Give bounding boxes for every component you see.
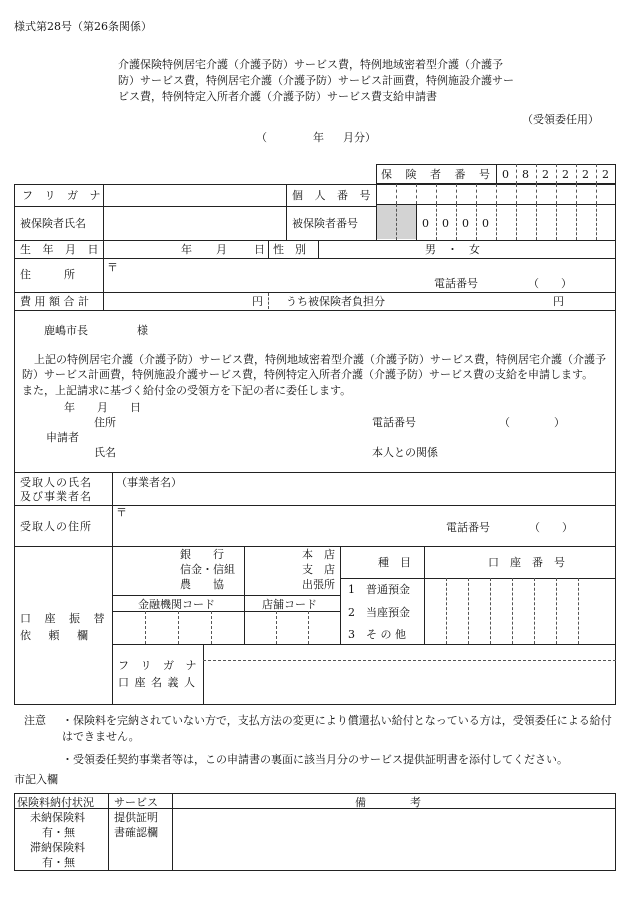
main-form: [14, 184, 616, 705]
bank-label-2: 依 頼 欄: [20, 629, 95, 642]
recipient-phone-paren: （ ）: [529, 521, 573, 534]
bank-shucchojo: 出張所: [302, 578, 335, 591]
personal-number-label: 個 人 番 号: [292, 189, 375, 202]
recipient-phone-label: 電話番号: [446, 521, 490, 534]
birth-month: 月: [216, 243, 227, 256]
recipient-name-label: 受取人の氏名: [20, 476, 92, 489]
declaration-text: 上記の特例居宅介護（介護予防）サービス費，特例地域密着型介護（介護予防）サービス費，特例居宅介護（介護予防）サービス計画費，特例施設介護サービス費，特例特定入所者介護（介護予防）サービス費の支給を申請します。: [22, 353, 606, 381]
note-item: ・保険料を完納されていない方で，支払方法の変更により償還払い給付となっている方は，受領委任による給付はできません。: [62, 714, 612, 743]
period-month: 月分）: [343, 131, 376, 144]
form-number: 様式第28号（第26条関係）: [14, 20, 152, 33]
applicant-address-label: 住所: [94, 416, 116, 429]
kind-option: 1 普通預金: [348, 583, 410, 596]
unpaid-label: 未納保険料: [30, 811, 85, 824]
form-title: 介護保険特例居宅介護（介護予防）サービス費，特例地域密着型介護（介護予防）サービス費，特例居宅介護（介護予防）サービス計画費，特例施設介護サービス費，特例特定入所者介護（介護予防）サービス費支給申請書: [118, 58, 514, 103]
bank-nokyo: 農 協: [180, 578, 224, 591]
sex-label: 性 別: [273, 243, 306, 256]
arrears-yes-no: 有・無: [42, 856, 75, 869]
arrears-label: 滞納保険料: [30, 841, 85, 854]
cost-total-label: 費 用 額 合 計: [20, 295, 89, 308]
unpaid-yes-no: 有・無: [42, 826, 75, 839]
period-open: （: [256, 131, 267, 144]
kind-option: 3 そ の 他: [348, 628, 406, 641]
notes-label: 注意: [24, 714, 46, 727]
certificate-label-2: 書確認欄: [114, 826, 158, 839]
kind-label: 種 目: [378, 556, 411, 569]
remarks-label: 備 考: [355, 796, 421, 809]
insured-digit: 0: [422, 217, 429, 230]
declaration-delegation: また，上記請求に基づく給付金の受領方を下記の者に委任します。: [22, 384, 352, 397]
furigana-label: フ リ ガ ナ: [22, 189, 105, 202]
recipient-business-label: 及び事業者名: [20, 490, 92, 503]
bank-honten: 本 店: [302, 548, 335, 561]
insured-digit: 0: [442, 217, 449, 230]
insured-number-label: 被保険者番号: [292, 217, 358, 230]
insurer-digit: 0: [502, 168, 509, 181]
business-name-label: （事業者名）: [116, 476, 182, 489]
applicant-name-label: 氏名: [94, 446, 116, 459]
birth-label: 生 年 月 日: [20, 243, 103, 256]
note-item: ・受領委任契約事業者等は，この申請書の裏面に該当月分のサービス提供証明書を添付してください。: [62, 753, 568, 766]
bank-label-1: 口 座 振 替: [20, 612, 110, 625]
birth-day: 日: [254, 243, 265, 256]
certificate-label-1: 提供証明: [114, 811, 158, 824]
insurer-digit: 8: [522, 168, 529, 181]
applicant-date: 年 月 日: [64, 401, 141, 414]
institution-code-label: 金融機関コード: [138, 598, 215, 611]
holder-furigana-label: フ リ ガ ナ: [118, 659, 201, 672]
recipient-address-label: 受取人の住所: [20, 520, 92, 533]
burden-yen: 円: [553, 295, 564, 308]
address-phone-label: 電話番号: [434, 277, 478, 290]
city-use-label: 市記入欄: [14, 773, 58, 786]
bank-shinkin: 信金・信組: [180, 563, 235, 576]
postal-mark: 〒: [107, 261, 118, 274]
recipient-postal-mark: 〒: [116, 506, 127, 519]
bank-bank: 銀 行: [180, 548, 224, 561]
insured-digit: 0: [482, 217, 489, 230]
insurer-number-label: 保 険 者 番 号: [381, 168, 495, 181]
bank-shiten: 支 店: [302, 563, 335, 576]
insurer-digit: 2: [562, 168, 569, 181]
branch-code-label: 店舗コード: [262, 598, 317, 611]
burden-label: うち被保険者負担分: [286, 295, 385, 308]
period-year: 年: [313, 131, 324, 144]
insured-digit: 0: [462, 217, 469, 230]
holder-name-label: 口 座 名 義 人: [118, 676, 196, 689]
address-phone-paren: （ ）: [528, 277, 572, 290]
account-number-label: 口 座 番 号: [488, 556, 565, 569]
payment-status-label: 保険料納付状況: [17, 796, 94, 809]
birth-year: 年: [181, 243, 192, 256]
service-label: サービス: [114, 796, 158, 809]
applicant-phone-paren: （ ）: [499, 416, 565, 429]
insured-name-label: 被保険者氏名: [20, 217, 86, 230]
city-use-table: [14, 793, 616, 871]
addressee-mayor: 鹿嶋市長: [44, 324, 88, 337]
insurer-digit: 2: [602, 168, 609, 181]
insurer-digit: 2: [542, 168, 549, 181]
applicant-phone-label: 電話番号: [372, 416, 416, 429]
cost-yen: 円: [252, 295, 263, 308]
applicant-relation-label: 本人との関係: [372, 446, 438, 459]
address-label: 住 所: [20, 268, 75, 281]
applicant-label: 申請者: [46, 431, 79, 444]
addressee-sama: 様: [137, 324, 148, 337]
insurer-digit: 2: [582, 168, 589, 181]
sex-value: 男 ・ 女: [425, 243, 480, 256]
proxy-label: （受領委任用）: [522, 113, 599, 126]
kind-option: 2 当座預金: [348, 606, 410, 619]
